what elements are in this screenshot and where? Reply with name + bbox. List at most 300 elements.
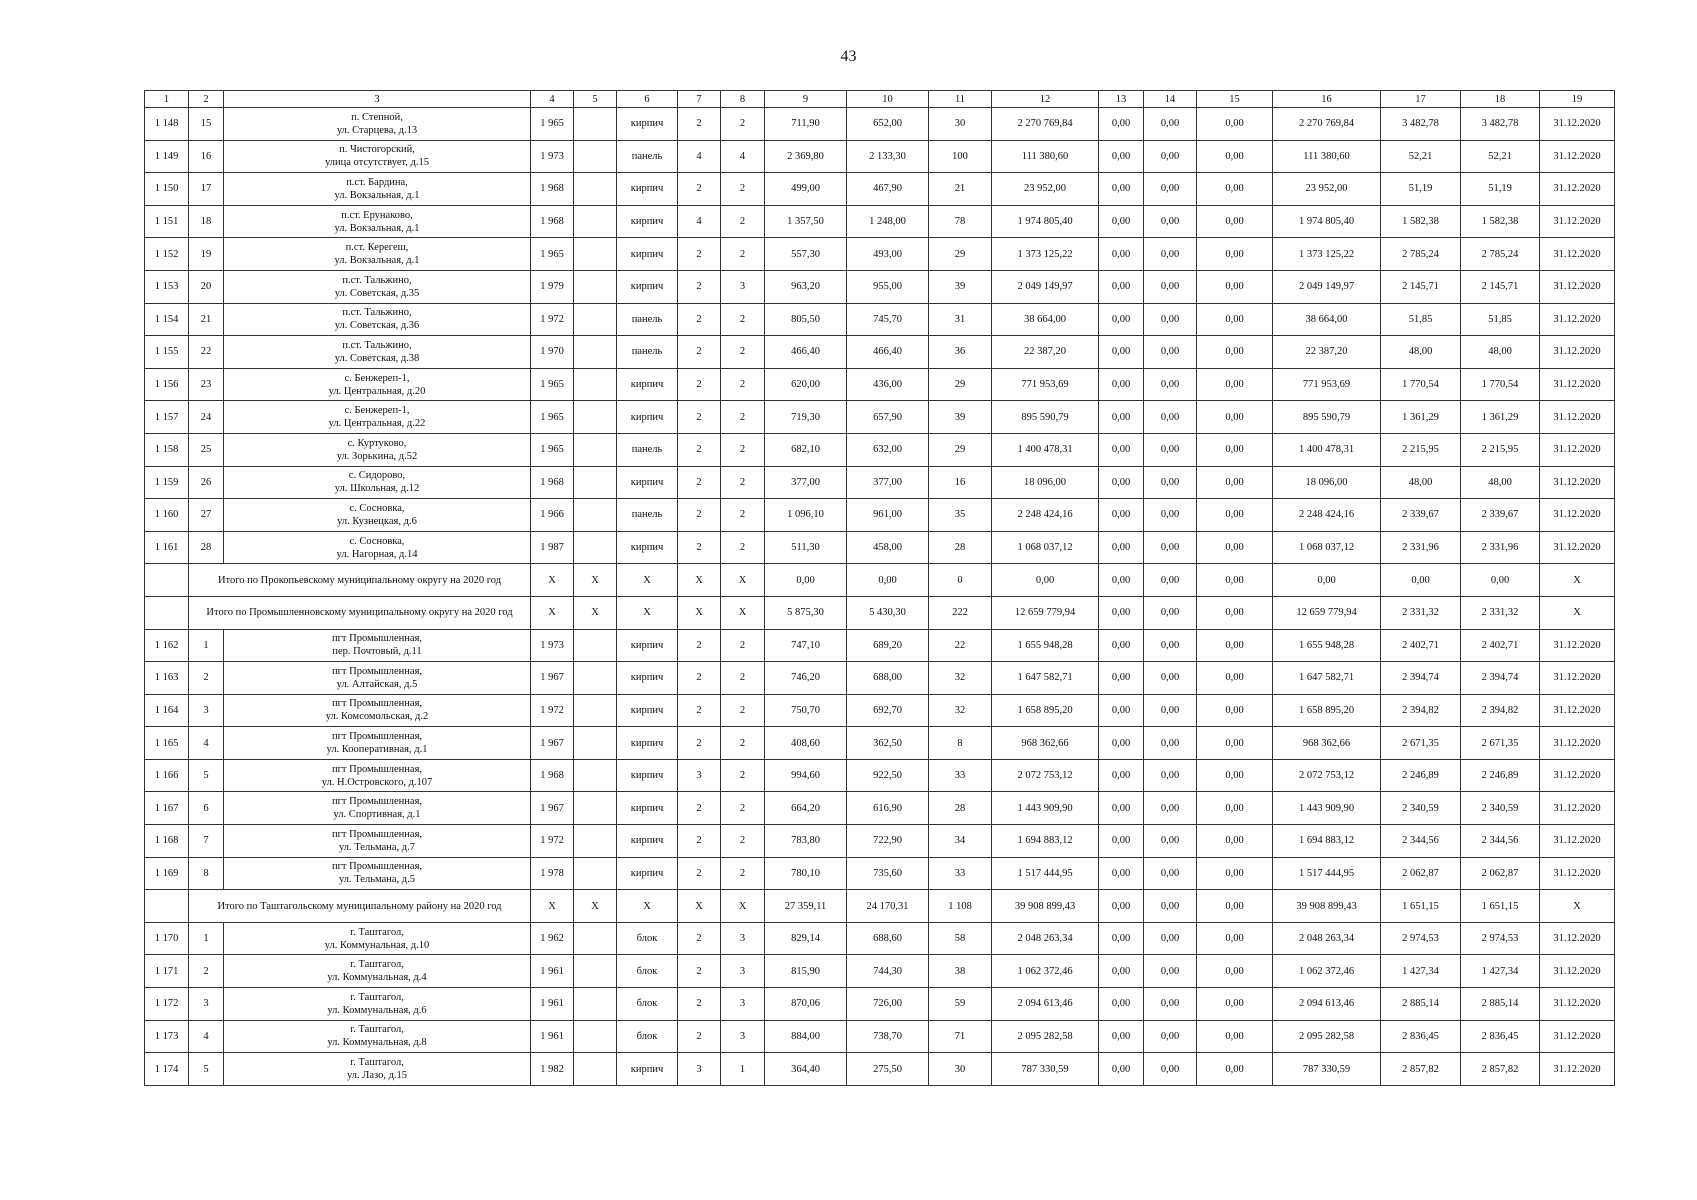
cell-c7: X	[678, 564, 721, 597]
cell-c17: 0,00	[1381, 564, 1461, 597]
cell-c16: 1 373 125,22	[1273, 238, 1381, 271]
cell-c17: 2 062,87	[1381, 857, 1461, 890]
wall-material: кирпич	[617, 108, 678, 141]
cell-c13: 0,00	[1099, 466, 1144, 499]
cell-c5: X	[574, 564, 617, 597]
wall-material: кирпич	[617, 694, 678, 727]
cell-c10: 24 170,31	[847, 890, 929, 923]
year-built: 1 967	[531, 662, 574, 695]
table-row	[145, 270, 1615, 303]
local-number: 3	[189, 988, 224, 1021]
cell-c9: 466,40	[765, 336, 847, 369]
wall-material: панель	[617, 140, 678, 173]
cell-c9: 780,10	[765, 857, 847, 890]
year-built: 1 982	[531, 1053, 574, 1086]
cell-c19: X	[1540, 596, 1615, 629]
cell-c19: X	[1540, 564, 1615, 597]
address-locality: п.ст. Ерунаково,	[341, 209, 413, 221]
wall-material: кирпич	[617, 238, 678, 271]
cell-c7: 4	[678, 205, 721, 238]
cell-c11: 1 108	[929, 890, 992, 923]
cell-c8: 2	[721, 792, 765, 825]
year-built: 1 968	[531, 466, 574, 499]
cell-c15: 0,00	[1197, 205, 1273, 238]
cell-c13: 0,00	[1099, 988, 1144, 1021]
cell-c18: 1 582,38	[1461, 205, 1540, 238]
cell-c9: 747,10	[765, 629, 847, 662]
cell-c10: 275,50	[847, 1053, 929, 1086]
cell-c19: 31.12.2020	[1540, 988, 1615, 1021]
column-5-cell	[574, 825, 617, 858]
column-header-11: 11	[929, 91, 992, 108]
cell-c15: 0,00	[1197, 792, 1273, 825]
cell-c8: 3	[721, 270, 765, 303]
cell-c17: 51,85	[1381, 303, 1461, 336]
column-5-cell	[574, 499, 617, 532]
cell-c14: 0,00	[1144, 792, 1197, 825]
year-built: 1 965	[531, 108, 574, 141]
column-number-row	[145, 91, 1615, 108]
cell-c8: 2	[721, 499, 765, 532]
cell-c12: 23 952,00	[992, 173, 1099, 206]
cell-c9: 1 357,50	[765, 205, 847, 238]
cell-c7: 2	[678, 825, 721, 858]
cell-c18: 51,85	[1461, 303, 1540, 336]
wall-material: блок	[617, 922, 678, 955]
cell-c6: X	[617, 596, 678, 629]
cell-c7: 2	[678, 988, 721, 1021]
cell-c17: 2 344,56	[1381, 825, 1461, 858]
cell-c8: 2	[721, 108, 765, 141]
cell-c10: 362,50	[847, 727, 929, 760]
row-number: 1 174	[145, 1053, 189, 1086]
cell-c10: 688,60	[847, 922, 929, 955]
cell-c13: 0,00	[1099, 792, 1144, 825]
address-cell	[224, 466, 531, 499]
cell-c7: 2	[678, 857, 721, 890]
cell-c19: 31.12.2020	[1540, 238, 1615, 271]
cell-c7: 4	[678, 140, 721, 173]
cell-c10: 0,00	[847, 564, 929, 597]
cell-c12: 1 658 895,20	[992, 694, 1099, 727]
column-5-cell	[574, 759, 617, 792]
wall-material: кирпич	[617, 857, 678, 890]
cell-c17: 3 482,78	[1381, 108, 1461, 141]
row-number: 1 167	[145, 792, 189, 825]
address-cell	[224, 662, 531, 695]
wall-material: блок	[617, 955, 678, 988]
cell-c17: 2 246,89	[1381, 759, 1461, 792]
cell-c6: X	[617, 890, 678, 923]
cell-c10: 652,00	[847, 108, 929, 141]
cell-c17: 2 145,71	[1381, 270, 1461, 303]
cell-c18: 2 145,71	[1461, 270, 1540, 303]
cell-c18: 2 246,89	[1461, 759, 1540, 792]
cell-c8: 2	[721, 205, 765, 238]
cell-c8: 2	[721, 694, 765, 727]
cell-c17: 2 836,45	[1381, 1020, 1461, 1053]
year-built: 1 973	[531, 629, 574, 662]
column-5-cell	[574, 140, 617, 173]
address-street: ул. Советская, д.36	[334, 320, 420, 332]
column-5-cell	[574, 336, 617, 369]
column-header-12: 12	[992, 91, 1099, 108]
cell-c9: 870,06	[765, 988, 847, 1021]
local-number: 24	[189, 401, 224, 434]
cell-c17: 48,00	[1381, 466, 1461, 499]
address-locality: п.ст. Бардина,	[346, 176, 408, 188]
cell-c18: 2 331,32	[1461, 596, 1540, 629]
cell-c18: 2 836,45	[1461, 1020, 1540, 1053]
cell-c19: 31.12.2020	[1540, 662, 1615, 695]
local-number: 18	[189, 205, 224, 238]
cell-c18: 1 651,15	[1461, 890, 1540, 923]
cell-c16: 1 443 909,90	[1273, 792, 1381, 825]
address-street: ул. Коммунальная, д.8	[327, 1037, 427, 1049]
cell-c5: X	[574, 890, 617, 923]
address-locality: г. Таштагол,	[350, 926, 404, 938]
cell-c15: 0,00	[1197, 173, 1273, 206]
cell-c12: 771 953,69	[992, 368, 1099, 401]
address-locality: с. Сосновка,	[349, 535, 405, 547]
address-street: ул. Спортивная, д.1	[333, 809, 421, 821]
cell-c14: 0,00	[1144, 955, 1197, 988]
column-5-cell	[574, 922, 617, 955]
address-cell	[224, 401, 531, 434]
cell-c17: 2 974,53	[1381, 922, 1461, 955]
cell-c19: X	[1540, 890, 1615, 923]
cell-c14: 0,00	[1144, 401, 1197, 434]
address-locality: п.ст. Керегеш,	[345, 242, 409, 254]
cell-c14: 0,00	[1144, 270, 1197, 303]
cell-c14: 0,00	[1144, 564, 1197, 597]
cell-c19: 31.12.2020	[1540, 629, 1615, 662]
cell-c14: 0,00	[1144, 1020, 1197, 1053]
local-number: 3	[189, 694, 224, 727]
address-locality: пгт Промышленная,	[331, 731, 423, 743]
year-built: 1 966	[531, 499, 574, 532]
cell-c19: 31.12.2020	[1540, 825, 1615, 858]
cell-c7: 2	[678, 629, 721, 662]
cell-c7: 2	[678, 466, 721, 499]
year-built: 1 967	[531, 792, 574, 825]
cell-c14: 0,00	[1144, 108, 1197, 141]
cell-c15: 0,00	[1197, 433, 1273, 466]
column-5-cell	[574, 433, 617, 466]
cell-c18: 2 394,82	[1461, 694, 1540, 727]
cell-c19: 31.12.2020	[1540, 466, 1615, 499]
cell-c13: 0,00	[1099, 140, 1144, 173]
cell-c11: 59	[929, 988, 992, 1021]
cell-c18: 48,00	[1461, 336, 1540, 369]
cell-c9: 994,60	[765, 759, 847, 792]
cell-c8: 2	[721, 825, 765, 858]
address-street: ул. Кооперативная, д.1	[326, 744, 428, 756]
local-number: 8	[189, 857, 224, 890]
address-cell	[224, 303, 531, 336]
address-locality: с. Сидорово,	[348, 470, 406, 482]
cell-c16: 2 095 282,58	[1273, 1020, 1381, 1053]
column-header-18: 18	[1461, 91, 1540, 108]
cell-c19: 31.12.2020	[1540, 499, 1615, 532]
cell-c4: X	[531, 596, 574, 629]
local-number: 5	[189, 1053, 224, 1086]
cell-c19: 31.12.2020	[1540, 336, 1615, 369]
cell-c18: 2 215,95	[1461, 433, 1540, 466]
year-built: 1 965	[531, 238, 574, 271]
cell-c10: 955,00	[847, 270, 929, 303]
cell-c14: 0,00	[1144, 499, 1197, 532]
cell-c11: 31	[929, 303, 992, 336]
row-number: 1 166	[145, 759, 189, 792]
cell-c14: 0,00	[1144, 466, 1197, 499]
cell-c15: 0,00	[1197, 662, 1273, 695]
local-number: 6	[189, 792, 224, 825]
address-locality: с. Бенжереп-1,	[344, 405, 410, 417]
cell-c9: 805,50	[765, 303, 847, 336]
table-row	[145, 368, 1615, 401]
row-number: 1 173	[145, 1020, 189, 1053]
year-built: 1 972	[531, 694, 574, 727]
row-number: 1 157	[145, 401, 189, 434]
cell-c15: 0,00	[1197, 499, 1273, 532]
cell-c15: 0,00	[1197, 238, 1273, 271]
column-5-cell	[574, 531, 617, 564]
cell-c7: X	[678, 890, 721, 923]
row-number: 1 156	[145, 368, 189, 401]
cell-c11: 222	[929, 596, 992, 629]
cell-c18: 0,00	[1461, 564, 1540, 597]
cell-c13: 0,00	[1099, 401, 1144, 434]
row-number: 1 152	[145, 238, 189, 271]
cell-c7: 2	[678, 303, 721, 336]
cell-c10: 726,00	[847, 988, 929, 1021]
cell-c19: 31.12.2020	[1540, 303, 1615, 336]
cell-c12: 39 908 899,43	[992, 890, 1099, 923]
cell-c9: 711,90	[765, 108, 847, 141]
cell-c14: 0,00	[1144, 238, 1197, 271]
cell-c8: 2	[721, 303, 765, 336]
column-header-10: 10	[847, 91, 929, 108]
row-number: 1 168	[145, 825, 189, 858]
cell-c17: 2 671,35	[1381, 727, 1461, 760]
address-street: ул. Вокзальная, д.1	[334, 255, 420, 267]
address-cell	[224, 1020, 531, 1053]
cell-c8: 1	[721, 1053, 765, 1086]
address-cell	[224, 988, 531, 1021]
cell-c12: 1 655 948,28	[992, 629, 1099, 662]
cell-c16: 111 380,60	[1273, 140, 1381, 173]
table-row	[145, 336, 1615, 369]
address-locality: г. Таштагол,	[350, 959, 404, 971]
address-street: пер. Почтовый, д.11	[332, 646, 422, 658]
cell-c14: 0,00	[1144, 890, 1197, 923]
address-locality: г. Таштагол,	[350, 1057, 404, 1069]
cell-c8: 2	[721, 759, 765, 792]
column-5-cell	[574, 792, 617, 825]
cell-c18: 3 482,78	[1461, 108, 1540, 141]
cell-c11: 22	[929, 629, 992, 662]
cell-c15: 0,00	[1197, 759, 1273, 792]
cell-c12: 1 373 125,22	[992, 238, 1099, 271]
cell-c13: 0,00	[1099, 108, 1144, 141]
address-locality: г. Таштагол,	[350, 991, 404, 1003]
cell-c7: 2	[678, 1020, 721, 1053]
column-header-15: 15	[1197, 91, 1273, 108]
cell-c16: 771 953,69	[1273, 368, 1381, 401]
address-cell	[224, 759, 531, 792]
address-street: ул. Н.Островского, д.107	[321, 776, 433, 788]
wall-material: кирпич	[617, 466, 678, 499]
cell-c8: 2	[721, 662, 765, 695]
cell-c17: 2 339,67	[1381, 499, 1461, 532]
total-row	[145, 890, 1615, 923]
cell-c11: 71	[929, 1020, 992, 1053]
cell-c11: 30	[929, 108, 992, 141]
cell-c12: 22 387,20	[992, 336, 1099, 369]
column-5-cell	[574, 368, 617, 401]
cell-c10: 688,00	[847, 662, 929, 695]
address-cell	[224, 433, 531, 466]
cell-c17: 51,19	[1381, 173, 1461, 206]
cell-c11: 0	[929, 564, 992, 597]
cell-c19: 31.12.2020	[1540, 694, 1615, 727]
table-row	[145, 140, 1615, 173]
cell-c13: 0,00	[1099, 759, 1144, 792]
wall-material: кирпич	[617, 531, 678, 564]
cell-c14: 0,00	[1144, 205, 1197, 238]
cell-c12: 1 517 444,95	[992, 857, 1099, 890]
cell-c10: 744,30	[847, 955, 929, 988]
cell-c18: 2 671,35	[1461, 727, 1540, 760]
cell-c16: 2 048 263,34	[1273, 922, 1381, 955]
cell-c8: 3	[721, 1020, 765, 1053]
cell-c12: 968 362,66	[992, 727, 1099, 760]
cell-c17: 2 331,96	[1381, 531, 1461, 564]
cell-c13: 0,00	[1099, 336, 1144, 369]
address-locality: пгт Промышленная,	[331, 796, 423, 808]
total-label: Итого по Прокопьевскому муниципальному округу на 2020 год	[189, 564, 531, 597]
row-number: 1 158	[145, 433, 189, 466]
cell-c12: 0,00	[992, 564, 1099, 597]
table-row	[145, 629, 1615, 662]
cell-c8: 3	[721, 922, 765, 955]
address-street: ул. Центральная, д.22	[328, 418, 426, 430]
cell-c16: 787 330,59	[1273, 1053, 1381, 1086]
column-5-cell	[574, 466, 617, 499]
cell-c4: X	[531, 890, 574, 923]
cell-c7: 2	[678, 792, 721, 825]
address-cell	[224, 694, 531, 727]
cell-c12: 1 647 582,71	[992, 662, 1099, 695]
cell-c9: 408,60	[765, 727, 847, 760]
cell-c9: 719,30	[765, 401, 847, 434]
address-locality: пгт Промышленная,	[331, 633, 423, 645]
table-row	[145, 1053, 1615, 1086]
row-number: 1 162	[145, 629, 189, 662]
cell-c16: 2 270 769,84	[1273, 108, 1381, 141]
address-cell	[224, 955, 531, 988]
year-built: 1 968	[531, 173, 574, 206]
table-row	[145, 531, 1615, 564]
cell-c9: 1 096,10	[765, 499, 847, 532]
address-cell	[224, 499, 531, 532]
column-5-cell	[574, 401, 617, 434]
cell-c13: 0,00	[1099, 270, 1144, 303]
column-header-17: 17	[1381, 91, 1461, 108]
table-row	[145, 922, 1615, 955]
row-number: 1 148	[145, 108, 189, 141]
cell-c11: 39	[929, 401, 992, 434]
cell-c13: 0,00	[1099, 499, 1144, 532]
address-cell	[224, 857, 531, 890]
cell-c13: 0,00	[1099, 205, 1144, 238]
cell-c15: 0,00	[1197, 270, 1273, 303]
cell-c18: 1 770,54	[1461, 368, 1540, 401]
address-cell	[224, 173, 531, 206]
local-number: 2	[189, 662, 224, 695]
cell-c8: 2	[721, 173, 765, 206]
cell-c13: 0,00	[1099, 694, 1144, 727]
cell-c9: 620,00	[765, 368, 847, 401]
cell-c17: 2 215,95	[1381, 433, 1461, 466]
cell-c6: X	[617, 564, 678, 597]
row-number: 1 170	[145, 922, 189, 955]
year-built: 1 987	[531, 531, 574, 564]
housing-register-table	[144, 90, 1615, 1086]
column-5-cell	[574, 662, 617, 695]
cell-c16: 1 068 037,12	[1273, 531, 1381, 564]
cell-c4: X	[531, 564, 574, 597]
table-row	[145, 955, 1615, 988]
cell-c13: 0,00	[1099, 1020, 1144, 1053]
cell-c10: 458,00	[847, 531, 929, 564]
cell-c17: 1 770,54	[1381, 368, 1461, 401]
cell-c11: 33	[929, 857, 992, 890]
wall-material: кирпич	[617, 401, 678, 434]
row-number: 1 161	[145, 531, 189, 564]
address-locality: п.ст. Тальжино,	[342, 307, 412, 319]
cell-c10: 466,40	[847, 336, 929, 369]
cell-c9: 746,20	[765, 662, 847, 695]
total-label: Итого по Промышленновскому муниципальному округу на 2020 год	[189, 596, 531, 629]
local-number: 15	[189, 108, 224, 141]
cell-c11: 32	[929, 662, 992, 695]
column-header-14: 14	[1144, 91, 1197, 108]
table-row	[145, 988, 1615, 1021]
local-number: 5	[189, 759, 224, 792]
cell-c17: 48,00	[1381, 336, 1461, 369]
address-cell	[224, 368, 531, 401]
address-street: ул. Алтайская, д.5	[336, 678, 418, 690]
cell-c10: 1 248,00	[847, 205, 929, 238]
cell-c15: 0,00	[1197, 922, 1273, 955]
address-street: ул. Кузнецкая, д.6	[337, 515, 417, 527]
local-number: 22	[189, 336, 224, 369]
cell-c19: 31.12.2020	[1540, 433, 1615, 466]
cell-c19: 31.12.2020	[1540, 205, 1615, 238]
table-row	[145, 401, 1615, 434]
local-number: 25	[189, 433, 224, 466]
cell-c14: 0,00	[1144, 857, 1197, 890]
cell-c9: 499,00	[765, 173, 847, 206]
cell-c12: 1 068 037,12	[992, 531, 1099, 564]
cell-c14: 0,00	[1144, 531, 1197, 564]
address-cell	[224, 825, 531, 858]
cell-c10: 2 133,30	[847, 140, 929, 173]
year-built: 1 978	[531, 857, 574, 890]
cell-c10: 735,60	[847, 857, 929, 890]
